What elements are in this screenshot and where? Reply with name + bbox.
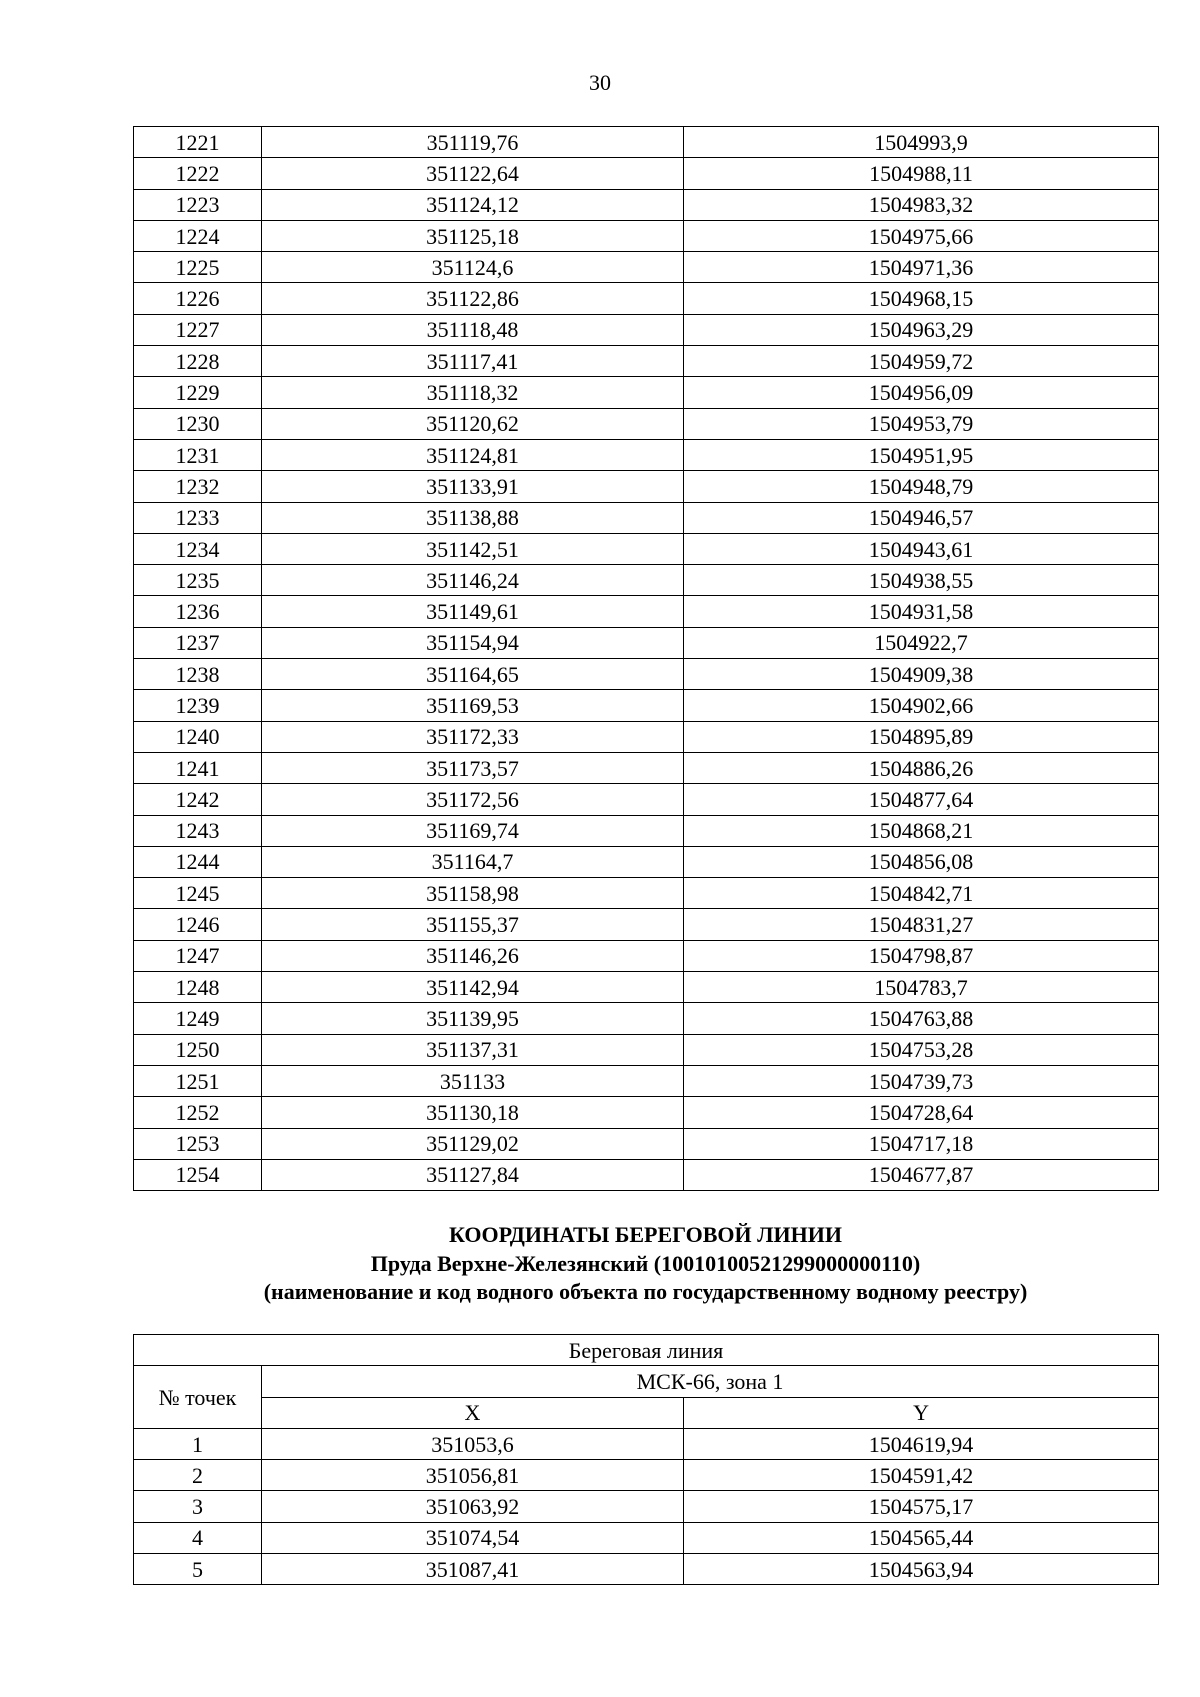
x-coordinate-cell: 351173,57: [262, 752, 684, 783]
point-number-cell: 1237: [134, 627, 262, 658]
point-number-cell: 1224: [134, 220, 262, 251]
x-coordinate-cell: 351146,24: [262, 565, 684, 596]
x-coordinate-cell: 351124,6: [262, 252, 684, 283]
y-coordinate-cell: 1504677,87: [684, 1159, 1159, 1190]
y-coordinate-cell: 1504951,95: [684, 439, 1159, 470]
table-row: [134, 596, 1159, 627]
y-coordinate-cell: 1504902,66: [684, 690, 1159, 721]
points-column-header: № точек: [134, 1366, 262, 1429]
table-row: [134, 1491, 1159, 1522]
water-body-name: Пруда Верхне-Железянский (10010100521299000000110): [370, 1251, 921, 1276]
y-coordinate-cell: 1504831,27: [684, 909, 1159, 940]
y-coordinate-cell: 1504868,21: [684, 815, 1159, 846]
y-coordinate-cell: 1504563,94: [684, 1554, 1159, 1585]
table-row: [134, 471, 1159, 502]
point-number-cell: 1226: [134, 283, 262, 314]
y-coordinate-cell: 1504591,42: [684, 1460, 1159, 1491]
point-number-cell: 1247: [134, 940, 262, 971]
table-caption: Береговая линия: [134, 1335, 1159, 1366]
x-coordinate-cell: 351125,18: [262, 220, 684, 251]
table-row: [134, 565, 1159, 596]
table-row: [134, 752, 1159, 783]
page-number: 30: [589, 70, 611, 95]
y-coordinate-cell: 1504938,55: [684, 565, 1159, 596]
table-row: [134, 1097, 1159, 1128]
table-row: [134, 189, 1159, 220]
x-coordinate-cell: 351158,98: [262, 878, 684, 909]
point-number-cell: 1244: [134, 846, 262, 877]
point-number-cell: 1246: [134, 909, 262, 940]
y-coordinate-cell: 1504895,89: [684, 721, 1159, 752]
x-coordinate-cell: 351122,64: [262, 158, 684, 189]
table-row: [134, 784, 1159, 815]
x-coordinate-cell: 351120,62: [262, 408, 684, 439]
y-coordinate-cell: 1504575,17: [684, 1491, 1159, 1522]
point-number-cell: 3: [134, 1491, 262, 1522]
table-row: [134, 346, 1159, 377]
y-coordinate-cell: 1504946,57: [684, 502, 1159, 533]
table-header-row: [134, 1366, 1159, 1397]
y-coordinate-cell: 1504975,66: [684, 220, 1159, 251]
point-number-cell: 1243: [134, 815, 262, 846]
x-coordinate-cell: 351063,92: [262, 1491, 684, 1522]
coordinate-system-header: МСК-66, зона 1: [262, 1366, 1159, 1397]
y-coordinate-cell: 1504856,08: [684, 846, 1159, 877]
y-coordinate-cell: 1504983,32: [684, 189, 1159, 220]
point-number-cell: 1225: [134, 252, 262, 283]
y-coordinate-cell: 1504565,44: [684, 1522, 1159, 1553]
y-coordinate-cell: 1504763,88: [684, 1003, 1159, 1034]
table-row: [134, 972, 1159, 1003]
y-coordinate-cell: 1504988,11: [684, 158, 1159, 189]
y-coordinate-cell: 1504993,9: [684, 127, 1159, 158]
point-number-cell: 1252: [134, 1097, 262, 1128]
x-coordinate-cell: 351137,31: [262, 1034, 684, 1065]
point-number-cell: 1245: [134, 878, 262, 909]
table-row: [134, 377, 1159, 408]
point-number-cell: 1222: [134, 158, 262, 189]
x-coordinate-cell: 351129,02: [262, 1128, 684, 1159]
table-row: [134, 1554, 1159, 1585]
table-row: [134, 502, 1159, 533]
water-body-note: (наименование и код водного объекта по государственному водному реестру): [263, 1279, 1028, 1304]
table-row: [134, 158, 1159, 189]
point-number-cell: 1249: [134, 1003, 262, 1034]
point-number-cell: 1250: [134, 1034, 262, 1065]
y-coordinate-cell: 1504909,38: [684, 659, 1159, 690]
y-coordinate-cell: 1504963,29: [684, 314, 1159, 345]
table-row: [134, 1034, 1159, 1065]
x-coordinate-cell: 351164,7: [262, 846, 684, 877]
table-row: [134, 439, 1159, 470]
y-coordinate-cell: 1504783,7: [684, 972, 1159, 1003]
point-number-cell: 5: [134, 1554, 262, 1585]
shoreline-coordinates-table: [133, 1334, 1159, 1585]
x-coordinate-cell: 351119,76: [262, 127, 684, 158]
point-number-cell: 1229: [134, 377, 262, 408]
coordinates-table-body: [134, 127, 1159, 1191]
point-number-cell: 1227: [134, 314, 262, 345]
x-coordinate-cell: 351149,61: [262, 596, 684, 627]
table-row: [134, 252, 1159, 283]
y-coordinate-cell: 1504619,94: [684, 1428, 1159, 1459]
point-number-cell: 1248: [134, 972, 262, 1003]
table-row: [134, 408, 1159, 439]
point-number-cell: 1231: [134, 439, 262, 470]
table-row: [134, 721, 1159, 752]
y-coordinate-cell: 1504948,79: [684, 471, 1159, 502]
y-coordinate-cell: 1504842,71: [684, 878, 1159, 909]
x-coordinate-cell: 351142,94: [262, 972, 684, 1003]
point-number-cell: 1235: [134, 565, 262, 596]
table-row: [134, 220, 1159, 251]
point-number-cell: 1254: [134, 1159, 262, 1190]
table-caption-row: [134, 1335, 1159, 1366]
point-number-cell: 1241: [134, 752, 262, 783]
y-coordinate-cell: 1504798,87: [684, 940, 1159, 971]
table-header-row: [134, 1397, 1159, 1428]
point-number-cell: 1233: [134, 502, 262, 533]
y-coordinate-cell: 1504959,72: [684, 346, 1159, 377]
x-coordinate-cell: 351118,48: [262, 314, 684, 345]
point-number-cell: 1223: [134, 189, 262, 220]
table-row: [134, 940, 1159, 971]
table-row: [134, 1522, 1159, 1553]
x-coordinate-cell: 351138,88: [262, 502, 684, 533]
x-coordinate-cell: 351127,84: [262, 1159, 684, 1190]
table-row: [134, 283, 1159, 314]
x-coordinate-cell: 351154,94: [262, 627, 684, 658]
x-coordinate-cell: 351146,26: [262, 940, 684, 971]
x-coordinate-cell: 351133: [262, 1065, 684, 1096]
y-coordinate-cell: 1504956,09: [684, 377, 1159, 408]
table-row: [134, 314, 1159, 345]
point-number-cell: 1240: [134, 721, 262, 752]
y-coordinate-cell: 1504886,26: [684, 752, 1159, 783]
table-row: [134, 1128, 1159, 1159]
point-number-cell: 1238: [134, 659, 262, 690]
section-title: КООРДИНАТЫ БЕРЕГОВОЙ ЛИНИИ: [449, 1222, 842, 1247]
x-coordinate-cell: 351139,95: [262, 1003, 684, 1034]
x-coordinate-cell: 351074,54: [262, 1522, 684, 1553]
x-coordinate-cell: 351053,6: [262, 1428, 684, 1459]
coordinates-table-continued: [133, 126, 1159, 1191]
x-coordinate-cell: 351124,12: [262, 189, 684, 220]
x-coordinate-cell: 351172,33: [262, 721, 684, 752]
point-number-cell: 1239: [134, 690, 262, 721]
x-coordinate-cell: 351169,74: [262, 815, 684, 846]
table-row: [134, 878, 1159, 909]
table-row: [134, 127, 1159, 158]
point-number-cell: 1251: [134, 1065, 262, 1096]
y-coordinate-cell: 1504922,7: [684, 627, 1159, 658]
table-row: [134, 627, 1159, 658]
x-coordinate-cell: 351124,81: [262, 439, 684, 470]
x-coordinate-cell: 351117,41: [262, 346, 684, 377]
y-coordinate-cell: 1504943,61: [684, 533, 1159, 564]
table-row: [134, 815, 1159, 846]
y-coordinate-cell: 1504968,15: [684, 283, 1159, 314]
table-row: [134, 1065, 1159, 1096]
x-coordinate-cell: 351172,56: [262, 784, 684, 815]
x-coordinate-cell: 351155,37: [262, 909, 684, 940]
point-number-cell: 1228: [134, 346, 262, 377]
y-coordinate-cell: 1504739,73: [684, 1065, 1159, 1096]
point-number-cell: 4: [134, 1522, 262, 1553]
x-coordinate-cell: 351118,32: [262, 377, 684, 408]
table-row: [134, 1428, 1159, 1459]
y-coordinate-cell: 1504728,64: [684, 1097, 1159, 1128]
x-coordinate-cell: 351133,91: [262, 471, 684, 502]
y-coordinate-cell: 1504931,58: [684, 596, 1159, 627]
x-coordinate-cell: 351087,41: [262, 1554, 684, 1585]
x-coordinate-cell: 351169,53: [262, 690, 684, 721]
table-row: [134, 1159, 1159, 1190]
x-coordinate-cell: 351122,86: [262, 283, 684, 314]
point-number-cell: 1242: [134, 784, 262, 815]
table-row: [134, 1460, 1159, 1491]
point-number-cell: 1234: [134, 533, 262, 564]
x-column-header: X: [262, 1397, 684, 1428]
point-number-cell: 1: [134, 1428, 262, 1459]
table-row: [134, 909, 1159, 940]
table-row: [134, 690, 1159, 721]
point-number-cell: 1253: [134, 1128, 262, 1159]
y-coordinate-cell: 1504971,36: [684, 252, 1159, 283]
point-number-cell: 1230: [134, 408, 262, 439]
table-row: [134, 1003, 1159, 1034]
point-number-cell: 1232: [134, 471, 262, 502]
y-coordinate-cell: 1504877,64: [684, 784, 1159, 815]
point-number-cell: 2: [134, 1460, 262, 1491]
x-coordinate-cell: 351130,18: [262, 1097, 684, 1128]
point-number-cell: 1236: [134, 596, 262, 627]
y-coordinate-cell: 1504717,18: [684, 1128, 1159, 1159]
y-column-header: Y: [684, 1397, 1159, 1428]
table-row: [134, 659, 1159, 690]
table-row: [134, 846, 1159, 877]
y-coordinate-cell: 1504753,28: [684, 1034, 1159, 1065]
x-coordinate-cell: 351056,81: [262, 1460, 684, 1491]
x-coordinate-cell: 351164,65: [262, 659, 684, 690]
table-row: [134, 533, 1159, 564]
point-number-cell: 1221: [134, 127, 262, 158]
x-coordinate-cell: 351142,51: [262, 533, 684, 564]
y-coordinate-cell: 1504953,79: [684, 408, 1159, 439]
